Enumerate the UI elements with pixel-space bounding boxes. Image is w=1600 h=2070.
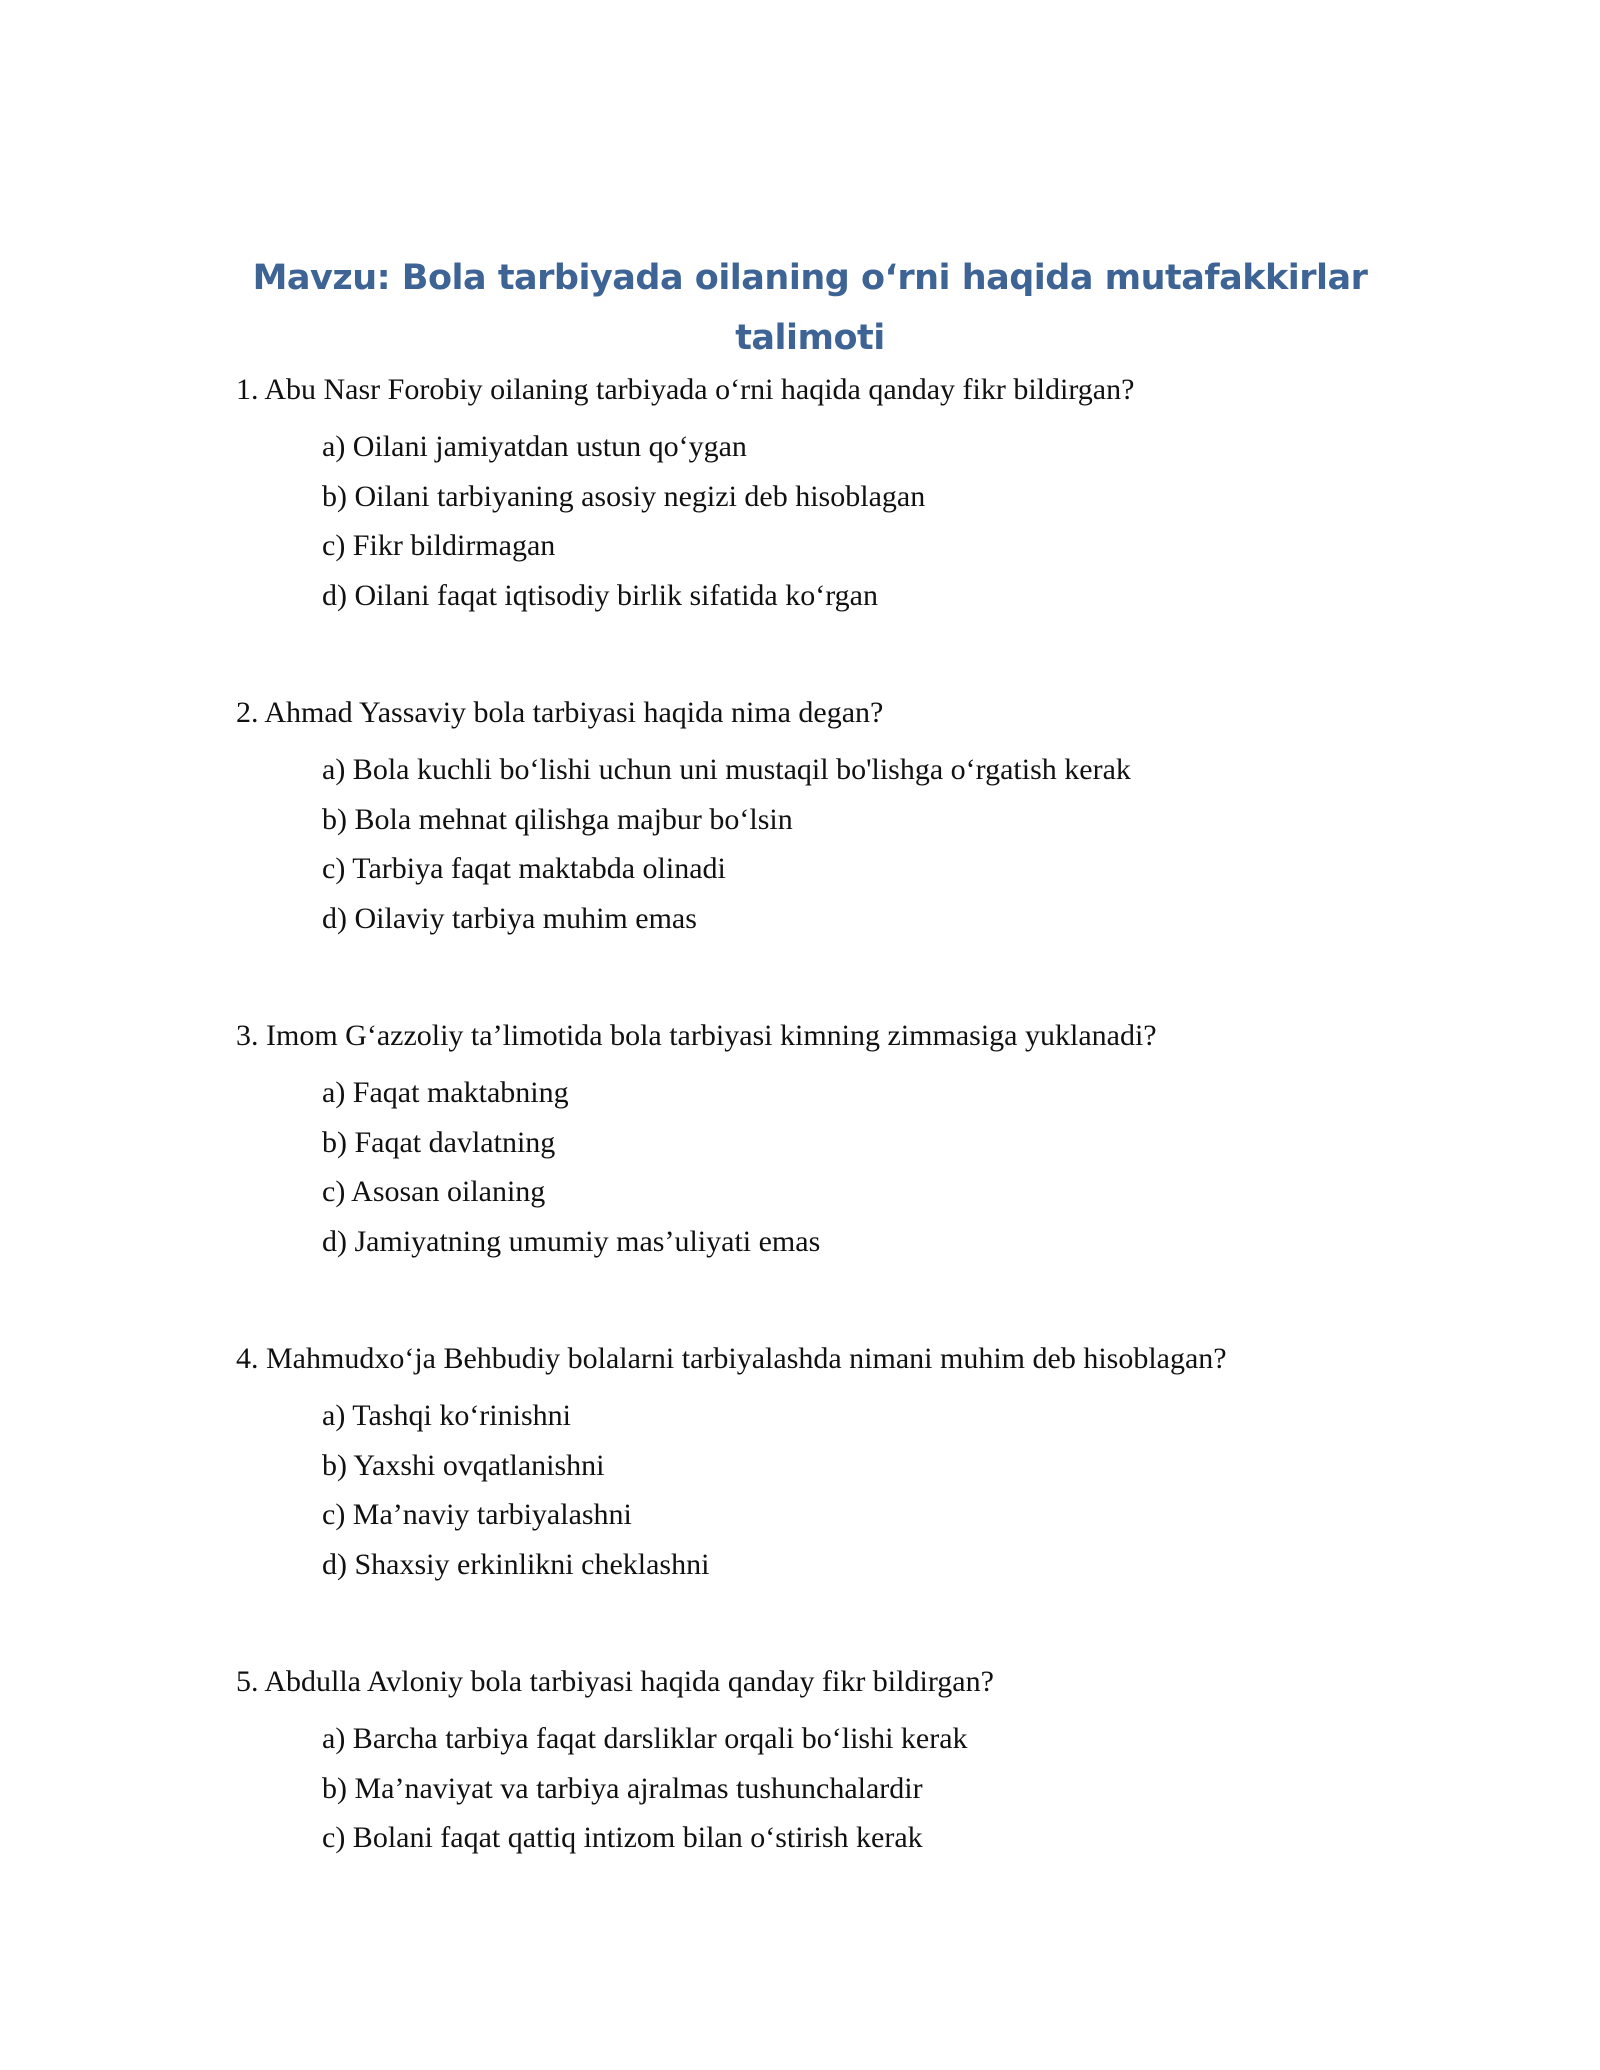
- question-3: [236, 1016, 1436, 1339]
- option-a: a) Barcha tarbiya faqat darsliklar orqali bo‘lishi kerak: [322, 1722, 968, 1755]
- option-a: a) Bola kuchli bo‘lishi uchun uni mustaqil bo'lishga o‘rgatish kerak: [322, 753, 1131, 786]
- title-line-2: talimoti: [735, 318, 885, 358]
- option-list: [322, 1396, 1436, 1594]
- question-1: [236, 370, 1436, 693]
- question-5: [236, 1662, 1436, 1985]
- option-c: c) Bolani faqat qattiq intizom bilan o‘stirish kerak: [322, 1821, 923, 1854]
- option-d: d) Oilaviy tarbiya muhim emas: [322, 901, 697, 935]
- option-c: c) Tarbiya faqat maktabda olinadi: [322, 852, 726, 885]
- question-4: [236, 1339, 1436, 1662]
- question-text: 2. Ahmad Yassaviy bola tarbiyasi haqida nima degan?: [236, 696, 884, 729]
- option-a: a) Faqat maktabning: [322, 1076, 569, 1109]
- question-2: [236, 693, 1436, 1016]
- option-b: b) Yaxshi ovqatlanishni: [322, 1448, 605, 1482]
- option-c: c) Asosan oilaning: [322, 1175, 546, 1208]
- option-c: c) Ma’naviy tarbiyalashni: [322, 1498, 632, 1531]
- option-d: d) Shaxsiy erkinlikni cheklashni: [322, 1547, 710, 1581]
- question-text: 4. Mahmudxo‘ja Behbudiy bolalarni tarbiyalashda nimani muhim deb hisoblagan?: [236, 1342, 1227, 1375]
- question-list: [236, 370, 1436, 1985]
- title-line-1: Mavzu: Bola tarbiyada oilaning o‘rni haqida mutafakkirlar: [252, 258, 1368, 298]
- page-title: [235, 248, 1385, 368]
- option-d: d) Jamiyatning umumiy mas’uliyati emas: [322, 1224, 821, 1258]
- question-text: 1. Abu Nasr Forobiy oilaning tarbiyada o‘rni haqida qanday fikr bildirgan?: [236, 373, 1135, 406]
- option-a: a) Tashqi ko‘rinishni: [322, 1399, 571, 1432]
- option-list: [322, 1719, 1436, 1868]
- option-b: b) Faqat davlatning: [322, 1125, 556, 1159]
- option-list: [322, 1073, 1436, 1271]
- option-b: b) Oilani tarbiyaning asosiy negizi deb hisoblagan: [322, 479, 926, 513]
- option-list: [322, 427, 1436, 625]
- question-text: 5. Abdulla Avloniy bola tarbiyasi haqida qanday fikr bildirgan?: [236, 1665, 994, 1698]
- option-b: b) Bola mehnat qilishga majbur bo‘lsin: [322, 802, 793, 836]
- option-a: a) Oilani jamiyatdan ustun qo‘ygan: [322, 430, 747, 463]
- option-list: [322, 750, 1436, 948]
- question-text: 3. Imom G‘azzoliy ta’limotida bola tarbiyasi kimning zimmasiga yuklanadi?: [236, 1019, 1157, 1052]
- option-d: d) Oilani faqat iqtisodiy birlik sifatida ko‘rgan: [322, 578, 878, 612]
- option-b: b) Ma’naviyat va tarbiya ajralmas tushunchalardir: [322, 1771, 923, 1805]
- option-c: c) Fikr bildirmagan: [322, 529, 556, 562]
